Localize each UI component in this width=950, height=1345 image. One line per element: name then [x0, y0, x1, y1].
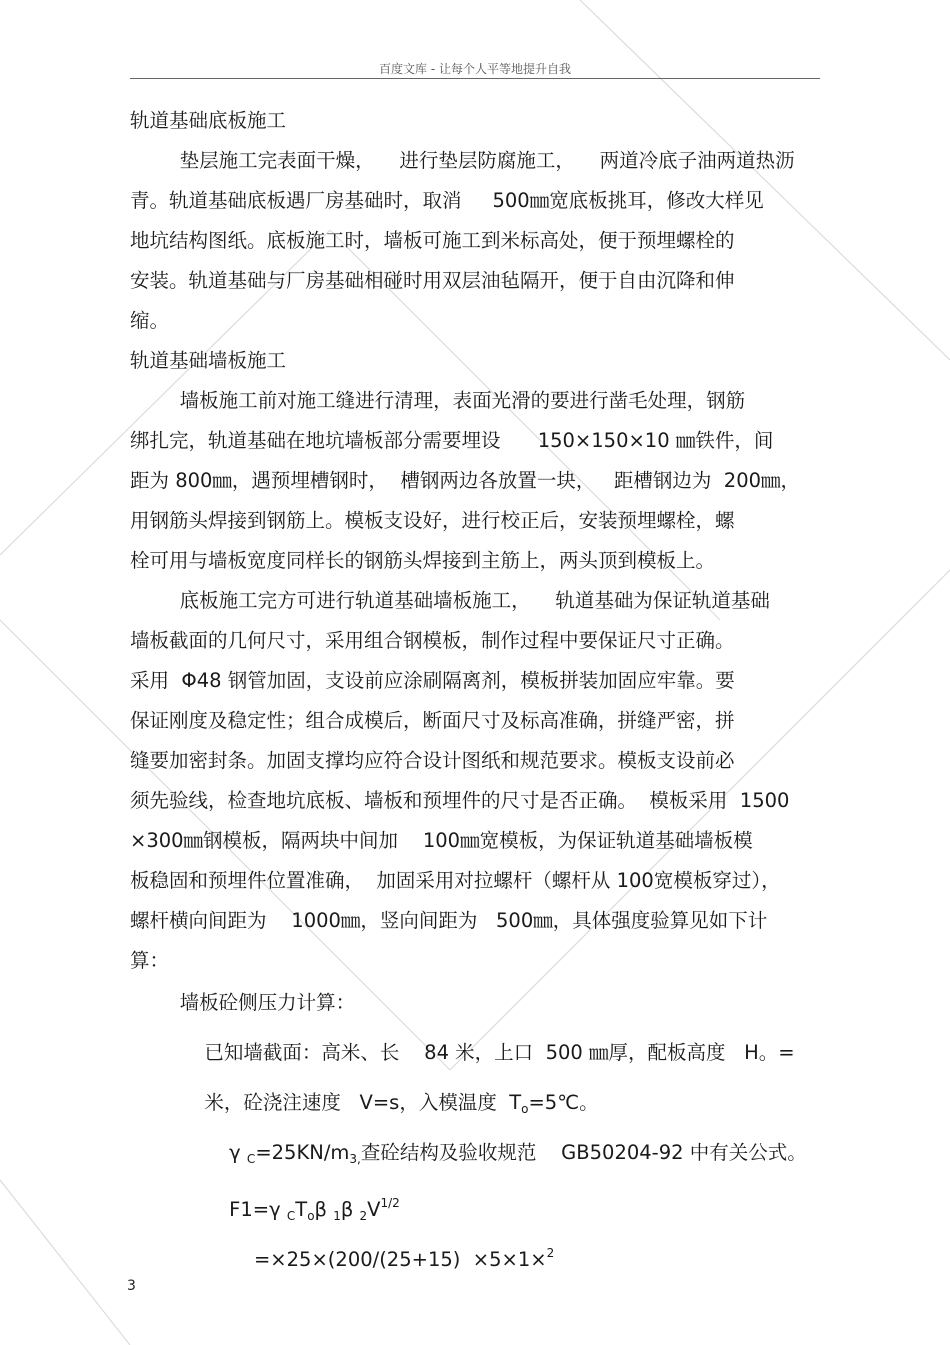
paragraph-line: ×300㎜钢模板，隔两块中间加 100㎜宽模板，为保证轨道基础墙板模 — [130, 829, 753, 852]
paragraph-line: 用钢筋头焊接到钢筋上。模板支设好，进行校正后，安装预埋螺栓，螺 — [130, 509, 735, 532]
section-heading: 轨道基础底板施工 — [130, 109, 287, 132]
paragraph-line: 距为 800㎜，遇预埋槽钢时， 槽钢两边各放置一块， 距槽钢边为 200㎜， — [130, 469, 801, 492]
paragraph-line: 墙板施工前对施工缝进行清理，表面光滑的要进行凿毛处理，钢筋 — [130, 389, 746, 412]
formula-line: γ $_C=25KN/m_{3,}$查砼结构及验收规范 GB50204-92 中有关公式。 — [130, 1141, 807, 1166]
paragraph-line: 地坑结构图纸。底板施工时，墙板可施工到米标高处，便于预埋螺栓的 — [130, 229, 735, 252]
paragraph-line: 墙板截面的几何尺寸，采用组合钢模板，制作过程中要保证尺寸正确。 — [130, 629, 735, 652]
paragraph-line: 缩。 — [130, 309, 170, 332]
paragraph-line: 垫层施工完表面干燥， 进行垫层防腐施工， 两道冷底子油两道热沥 — [130, 149, 795, 172]
header-divider — [130, 78, 820, 79]
paragraph-line: 绑扎完，轨道基础在地坑墙板部分需要埋设 150×150×10 ㎜铁件，间 — [130, 429, 774, 452]
paragraph-line: 底板施工完方可进行轨道基础墙板施工， 轨道基础为保证轨道基础 — [130, 589, 770, 612]
calc-line: 米，砼浇注速度 V=s，入模温度 $T_o=5℃$。 — [130, 1091, 599, 1116]
calc-line: 已知墙截面：高米、长 84 米，上口 500 ㎜厚，配板高度 H。= — [130, 1041, 795, 1064]
page-number: 3 — [127, 1278, 136, 1294]
paragraph-line: 板稳固和预埋件位置准确， 加固采用对拉螺杆（螺杆从 100宽模板穿过）， — [130, 869, 781, 892]
page-header: 百度文库 - 让每个人平等地提升自我 — [379, 62, 571, 76]
paragraph-line: 安装。轨道基础与厂房基础相碰时用双层油毡隔开，便于自由沉降和伸 — [130, 269, 735, 292]
paragraph-line: 算： — [130, 949, 170, 972]
paragraph-line: 须先验线，检查地坑底板、墙板和预埋件的尺寸是否正确。 模板采用 1500 — [130, 789, 790, 812]
section-heading: 轨道基础墙板施工 — [130, 349, 287, 372]
paragraph-line: 青。轨道基础底板遇厂房基础时，取消 500㎜宽底板挑耳，修改大样见 — [130, 189, 764, 212]
paragraph-line: 缝要加密封条。加固支撑均应符合设计图纸和规范要求。模板支设前必 — [130, 749, 735, 772]
calc-title: 墙板砼侧压力计算： — [130, 991, 356, 1014]
formula-line: =×25×(200/(25+15) ×5×1×$^2$ — [130, 1246, 555, 1271]
paragraph-line: 保证刚度及稳定性；组合成模后，断面尺寸及标高准确，拼缝严密，拼 — [130, 709, 735, 732]
paragraph-line: 采用 Φ48 钢管加固，支设前应涂刷隔离剂，模板拼装加固应牢靠。要 — [130, 669, 735, 692]
paragraph-line: 螺杆横向间距为 1000㎜，竖向间距为 500㎜，具体强度验算见如下计 — [130, 909, 768, 932]
paragraph-line: 栓可用与墙板宽度同样长的钢筋头焊接到主筋上，两头顶到模板上。 — [130, 549, 716, 572]
formula-line: F1=γ $_CT_o\beta$ $_1$β $_2V^{1/2}$ — [130, 1196, 400, 1223]
